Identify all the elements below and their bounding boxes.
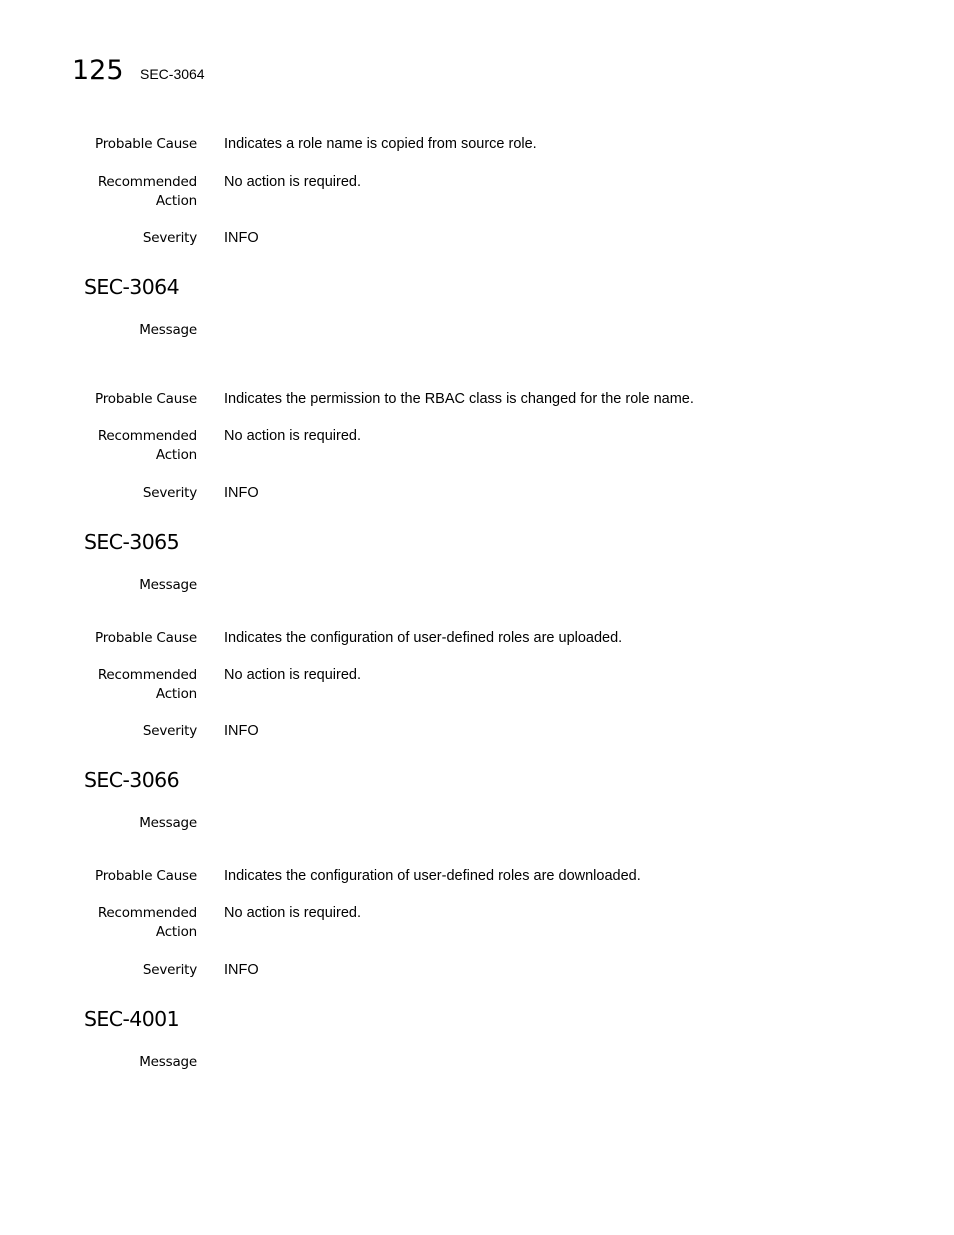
recommended-action-label-line2: Action (155, 447, 197, 463)
recommended-action-label-line1: Recommended (97, 428, 197, 444)
message-label: Message (139, 1054, 197, 1070)
severity-label: Severity (142, 723, 197, 739)
severity-text: INFO (224, 962, 259, 978)
recommended-action-label-line1: Recommended (97, 905, 197, 921)
probable-cause-label: Probable Cause (95, 868, 197, 884)
probable-cause-label: Probable Cause (95, 136, 197, 152)
probable-cause-text: Indicates a role name is copied from source role. (224, 136, 537, 152)
page-number: 125 (72, 55, 124, 86)
recommended-action-label (47, 666, 197, 704)
recommended-action-label-line1: Recommended (97, 667, 197, 683)
recommended-action-label (47, 427, 197, 465)
probable-cause-text: Indicates the configuration of user-defined roles are uploaded. (224, 630, 623, 646)
recommended-action-label-line2: Action (155, 924, 197, 940)
running-title: SEC-3064 (140, 66, 205, 82)
severity-text: INFO (224, 230, 259, 246)
severity-label: Severity (142, 485, 197, 501)
message-label: Message (139, 322, 197, 338)
section-title-sec-3066: SEC-3066 (84, 768, 180, 792)
severity-text: INFO (224, 485, 259, 501)
section-title-sec-3065: SEC-3065 (84, 530, 180, 554)
severity-label: Severity (142, 230, 197, 246)
recommended-action-text: No action is required. (224, 428, 362, 444)
probable-cause-text: Indicates the permission to the RBAC class is changed for the role name. (224, 391, 694, 407)
recommended-action-label-line2: Action (155, 193, 197, 209)
probable-cause-label: Probable Cause (95, 391, 197, 407)
recommended-action-text: No action is required. (224, 667, 362, 683)
section-title-sec-4001: SEC-4001 (84, 1007, 180, 1031)
message-label: Message (139, 577, 197, 593)
recommended-action-label (47, 904, 197, 942)
section-title-sec-3064: SEC-3064 (84, 275, 180, 299)
recommended-action-text: No action is required. (224, 174, 362, 190)
severity-text: INFO (224, 723, 259, 739)
recommended-action-label (47, 173, 197, 211)
recommended-action-text: No action is required. (224, 905, 362, 921)
severity-label: Severity (142, 962, 197, 978)
probable-cause-label: Probable Cause (95, 630, 197, 646)
probable-cause-text: Indicates the configuration of user-defined roles are downloaded. (224, 868, 641, 884)
recommended-action-label-line2: Action (155, 686, 197, 702)
message-label: Message (139, 815, 197, 831)
recommended-action-label-line1: Recommended (97, 174, 197, 190)
